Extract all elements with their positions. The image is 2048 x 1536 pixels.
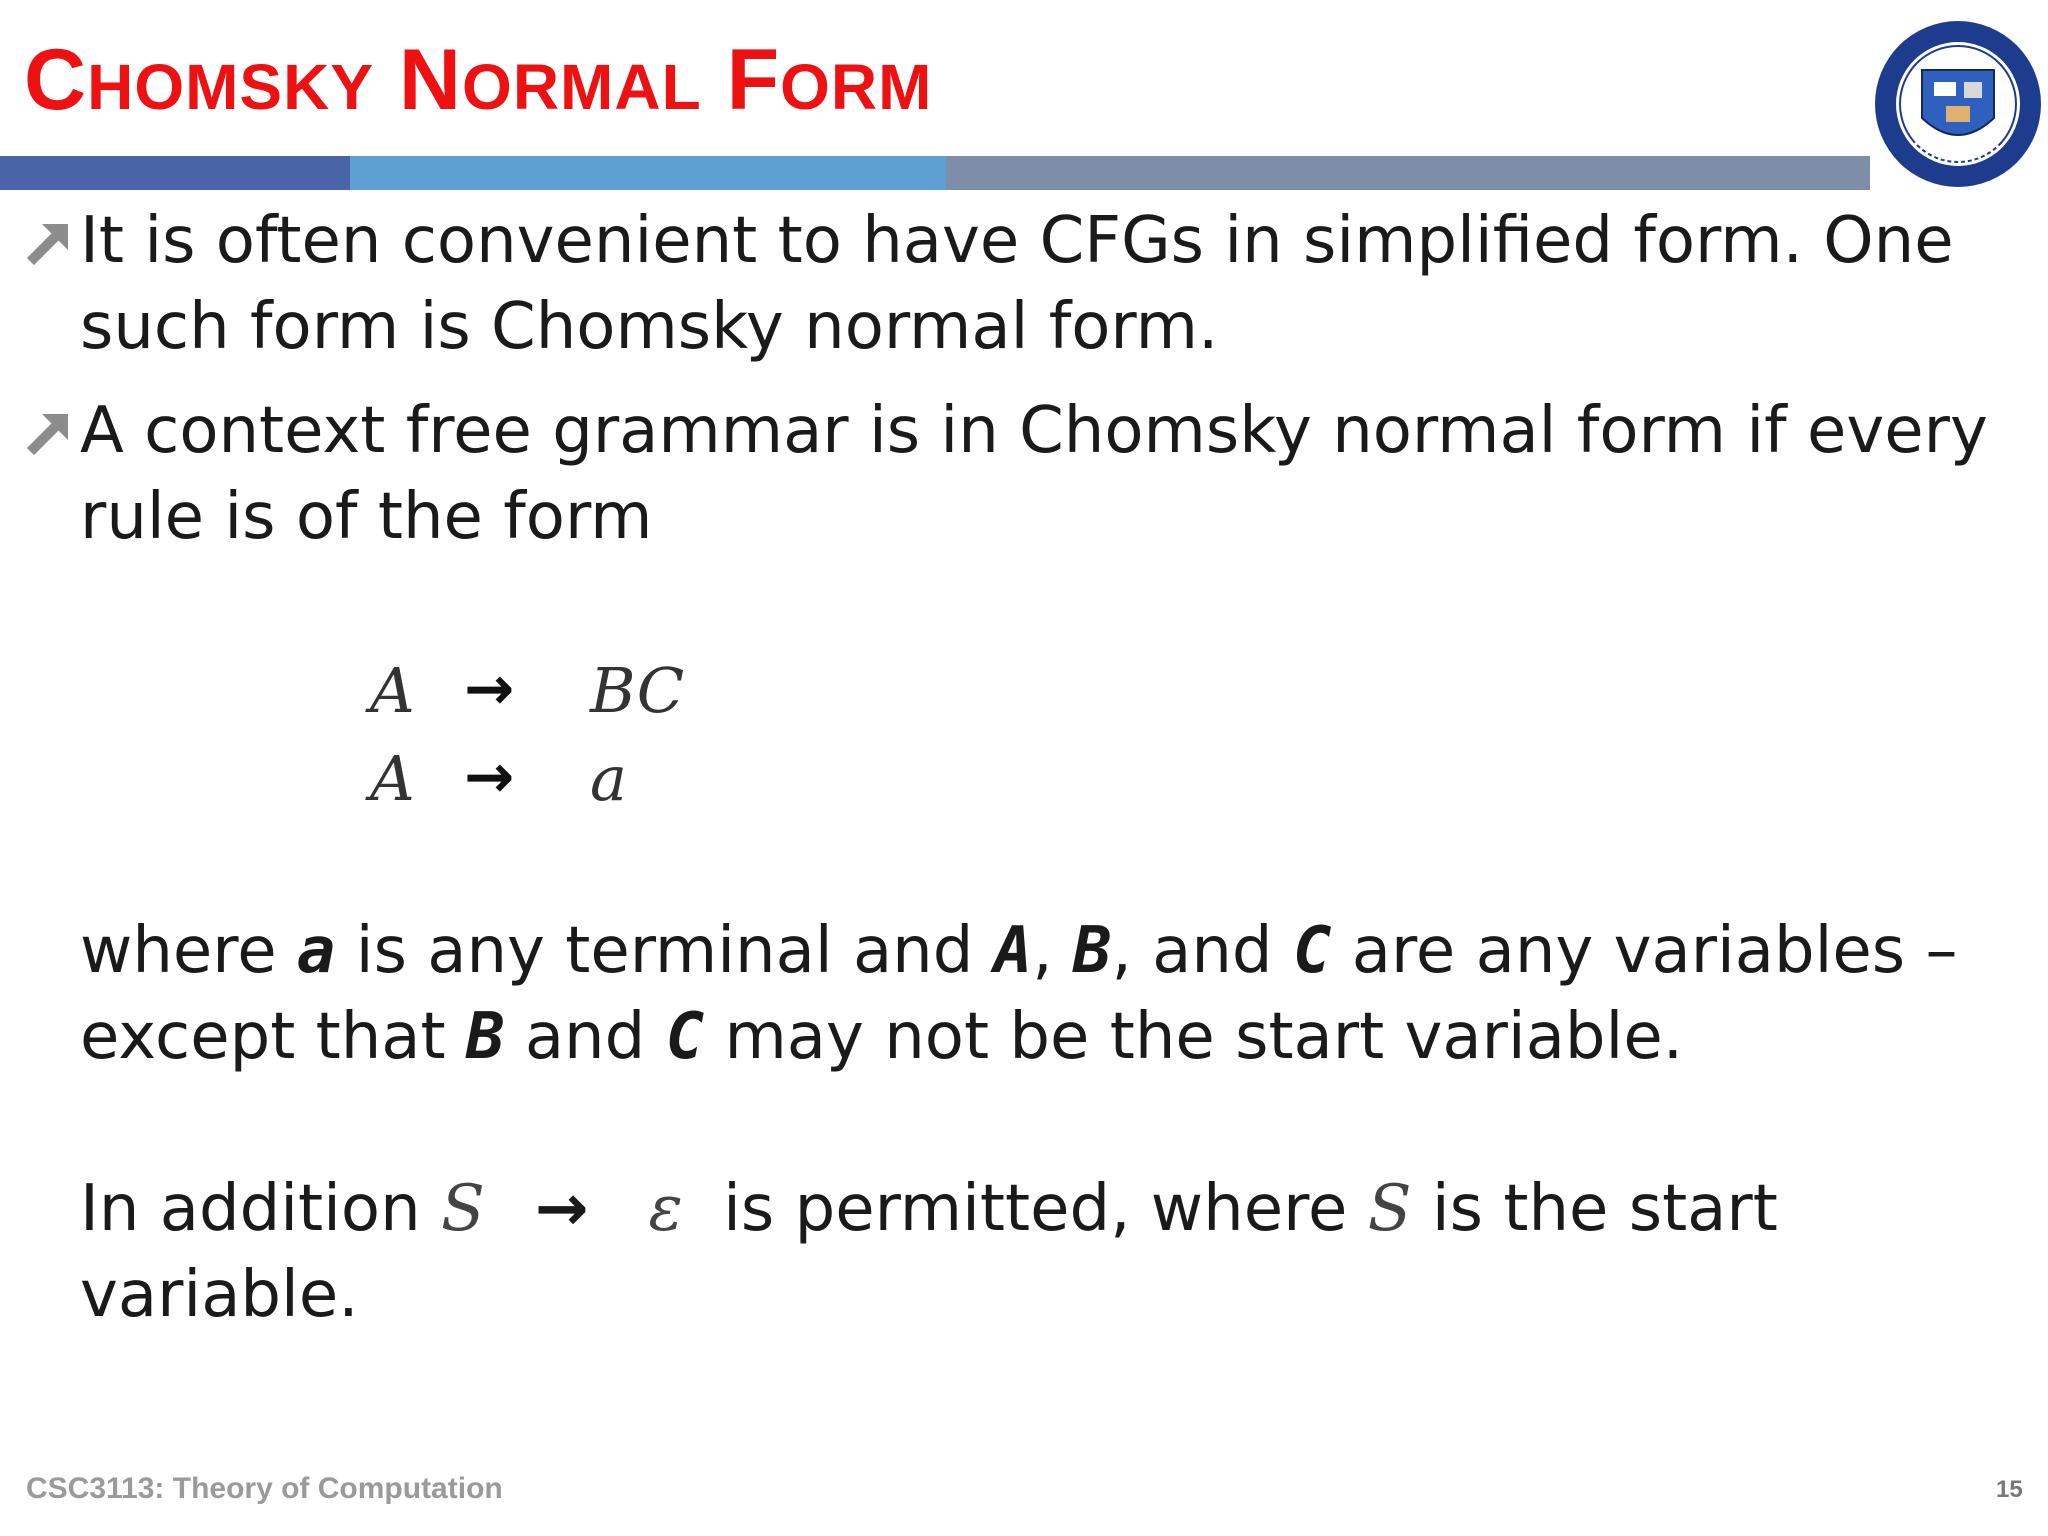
page-number: 15 <box>1996 1476 2023 1503</box>
var-B: B <box>1072 914 1112 988</box>
var-S: S <box>1367 1172 1412 1246</box>
epsilon-symbol: ε <box>648 1172 683 1246</box>
rule-rhs: a <box>590 742 627 815</box>
rule-arrow-icon: → <box>464 654 515 724</box>
bullet-item <box>80 198 2010 370</box>
var-C: C <box>1292 914 1332 988</box>
university-logo <box>1872 18 2044 190</box>
where-paragraph: where a is any terminal and A, B, and C are any variables – except that B and C may not be the start variable. <box>80 914 1958 1074</box>
slide-title: CHOMSKY NORMAL FORM <box>24 32 933 128</box>
header-bar-light <box>350 156 946 190</box>
bullet-item <box>80 388 2010 560</box>
var-A: A <box>993 914 1033 988</box>
bullet-arrow-icon <box>24 404 78 458</box>
bullet-text: A context free grammar is in Chomsky normal form if every rule is of the form <box>80 394 1988 554</box>
addition-paragraph: In addition S → ε is permitted, where S is the start variable. <box>80 1172 1778 1332</box>
rule-lhs: A <box>370 654 415 727</box>
footer-course: CSC3113: Theory of Computation <box>26 1472 503 1505</box>
rule-arrow-icon: → <box>534 1172 589 1246</box>
rule-lhs: A <box>370 742 415 815</box>
var-B: B <box>465 1000 505 1074</box>
header-bar-dark <box>0 156 350 190</box>
bullet-arrow-icon <box>24 214 78 268</box>
bullet-text: It is often convenient to have CFGs in simplified form. One such form is Chomsky normal form. <box>80 204 1954 364</box>
rule-rhs: BC <box>590 654 685 727</box>
var-S: S <box>440 1172 485 1246</box>
var-C: C <box>665 1000 705 1074</box>
header-bar-gray <box>946 156 1870 190</box>
var-a: a <box>296 914 336 988</box>
rule-arrow-icon: → <box>464 742 515 812</box>
